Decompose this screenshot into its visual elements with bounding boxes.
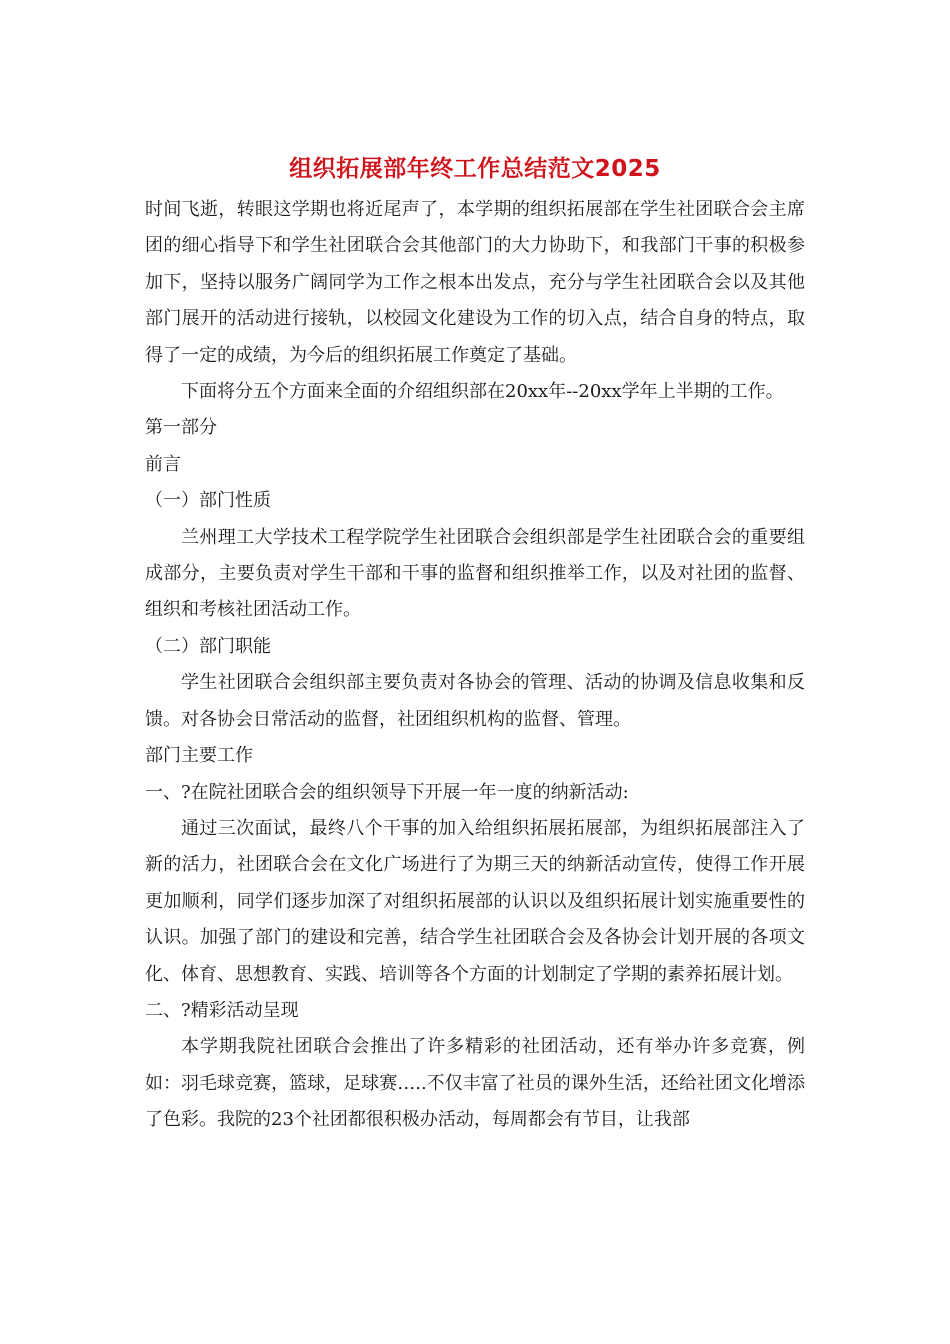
subheading-recruitment: 一、?在院社团联合会的组织领导下开展一年一度的纳新活动: xyxy=(145,781,629,803)
document-title: 组织拓展部年终工作总结范文2025 xyxy=(289,156,661,182)
subheading-department-functions: （二）部门职能 xyxy=(145,635,271,657)
section-heading-preface: 前言 xyxy=(145,453,181,475)
paragraph-overview: 下面将分五个方面来全面的介绍组织部在20xx年--20xx学年上半期的工作。 xyxy=(181,381,784,403)
paragraph-activities: 本学期我院社团联合会推出了许多精彩的社团活动，还有举办许多竞赛，例如：羽毛球竞赛，篮球，足球赛…..不仅丰富了社员的课外生活，还给社团文化增添了色彩。我院的23个社团都很积极办活动，每周都会有节目，让我部 xyxy=(145,1036,805,1131)
subheading-activities: 二、?精彩活动呈现 xyxy=(145,999,299,1021)
paragraph-recruitment: 通过三次面试，最终八个干事的加入给组织拓展拓展部，为组织拓展部注入了新的活力，社团联合会在文化广场进行了为期三天的纳新活动宣传，使得工作开展更加顺利，同学们逐步加深了对组织拓展部的认识以及组织拓展计划实施重要性的认识。加强了部门的建设和完善，结合学生社团联合会及各协会计划开展的各项文化、体育、思想教育、实践、培训等各个方面的计划制定了学期的素养拓展计划。 xyxy=(145,817,805,985)
paragraph-intro: 时间飞逝，转眼这学期也将近尾声了，本学期的组织拓展部在学生社团联合会主席团的细心指导下和学生社团联合会其他部门的大力协助下，和我部门干事的积极参加下，坚持以服务广阔同学为工作之根本出发点，充分与学生社团联合会以及其他部门展开的活动进行接轨，以校园文化建设为工作的切入点，结合自身的特点，取得了一定的成绩，为今后的组织拓展工作奠定了基础。 xyxy=(145,199,805,366)
paragraph-department-functions: 学生社团联合会组织部主要负责对各协会的管理、活动的协调及信息收集和反馈。对各协会日常活动的监督，社团组织机构的监督、管理。 xyxy=(145,672,805,730)
document-body xyxy=(145,192,805,1139)
paragraph-department-nature: 兰州理工大学技术工程学院学生社团联合会组织部是学生社团联合会的重要组成部分，主要负责对学生干部和干事的监督和组织推举工作，以及对社团的监督、组织和考核社团活动工作。 xyxy=(145,526,805,621)
subheading-department-nature: （一）部门性质 xyxy=(145,490,271,512)
section-heading-main-work: 部门主要工作 xyxy=(145,745,253,767)
section-heading-part-one: 第一部分 xyxy=(145,417,217,439)
